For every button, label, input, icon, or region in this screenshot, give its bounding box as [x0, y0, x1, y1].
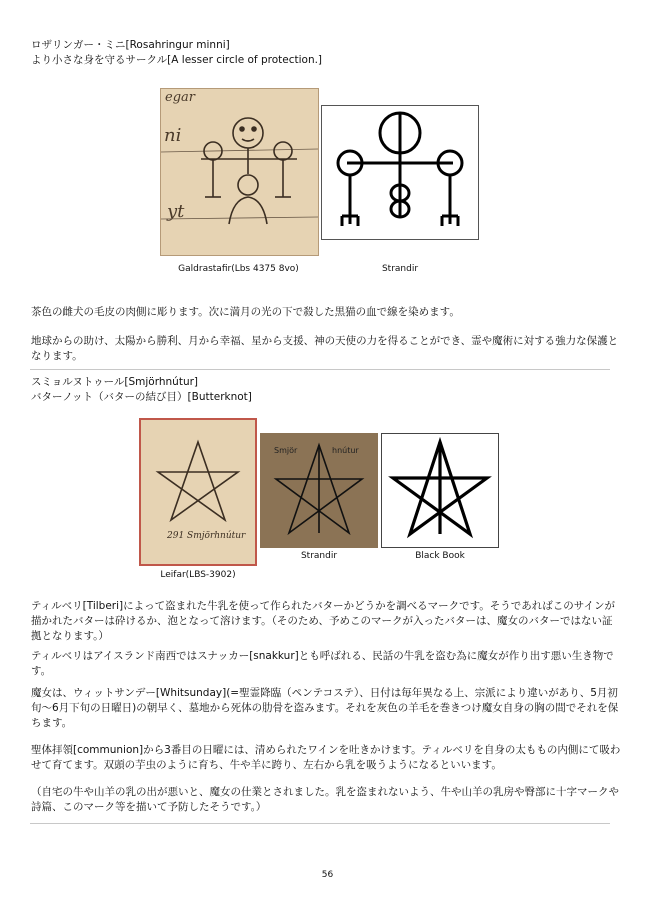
butterknot-manuscript-sigil: [141, 420, 255, 564]
section2-title-1: スミョルヌトゥール[Smjörhnútur]: [31, 376, 199, 388]
section2-paragraph-1: ティルベリ[Tilberi]によって盗まれた牛乳を使って作られたバターかどうかを調べるマークです。そうであればこのサインが描かれたバターは砕けるか、泡となって溶けます。（そのため、予めこのマークが入ったバターは、魔女のバターではない証拠となります。）: [31, 600, 616, 642]
rosahringur-manuscript-sigil: [161, 89, 318, 255]
section2-paragraph-4: 聖体拝領[communion]から3番目の日曜には、清められたワインを吐きかけます。ティルベリを自身の太ももの内側にて吸わせて育てます。双頭の芋虫のように育ち、牛や羊に跨り、左右から乳を吸うようになるといいます。: [31, 744, 621, 771]
section2-paragraph-3: 魔女は、ウィットサンデー[Whitsunday](=聖霊降臨（ペンテコステ）、日付は毎年異なる上、宗派により違いがあり、5月初旬〜6月下旬の日曜日)の朝早く、墓地から死体の肋骨を盗みます。それを灰色の羊毛を巻きつけ魔女自身の胸の間でそれを保ちます。: [31, 687, 619, 729]
manuscript-image-leifar: [139, 418, 257, 566]
section-divider-2: [30, 823, 610, 824]
caption-strandir-2: Strandir: [300, 551, 338, 561]
scrawl-left: ni: [164, 125, 182, 146]
blackbook-image-butterknot: [381, 433, 499, 548]
page-number: 56: [321, 870, 334, 880]
butterknot-blackbook-sigil: [382, 434, 498, 547]
strandir-image-rosahringur: [321, 105, 479, 240]
butterknot-strandir-sigil: [260, 433, 378, 548]
scrawl-top: egar: [165, 90, 195, 105]
caption-leifar: Leifar(LBS-3902): [160, 570, 236, 580]
scrawl-bottom: yt: [167, 201, 185, 222]
brown-label-hnutur: hnútur: [332, 446, 359, 455]
caption-strandir-1: Strandir: [381, 264, 419, 274]
caption-galdrastafir: Galdrastafir(Lbs 4375 8vo): [178, 264, 299, 274]
caption-blackbook: Black Book: [415, 551, 465, 561]
section1-paragraph-1: 茶色の雌犬の毛皮の肉側に彫ります。次に満月の光の下で殺した黒猫の血で線を染めます。: [31, 306, 460, 318]
brown-label-smjor: Smjör: [274, 446, 298, 455]
section1-title-2: より小さな身を守るサークル[A lesser circle of protection.]: [31, 54, 323, 66]
section2-title-2: バターノット（バターの結び目）[Butterknot]: [31, 391, 252, 403]
section1-paragraph-2: 地球からの助け、太陽から勝利、月から幸福、星から支援、神の天使の力を得ることができ、霊や魔術に対する強力な保護となります。: [31, 335, 619, 362]
section2-paragraph-5: （自宅の牛や山羊の乳の出が悪いと、魔女の仕業とされました。乳を盗まれないよう、牛や山羊の乳房や臀部に十字マークや詩篇、このマーク等を描いて予防したそうです。）: [31, 786, 619, 813]
section1-title-1: ロザリンガー・ミニ[Rosahringur minni]: [31, 39, 230, 51]
section-divider-1: [30, 369, 610, 370]
rosahringur-strandir-sigil: [322, 106, 478, 239]
strandir-image-butterknot: [260, 433, 378, 548]
manuscript-image-galdrastafir: [160, 88, 319, 256]
section2-paragraph-2: ティルベリはアイスランド南西ではスナッカー[snakkur]とも呼ばれる、民話の牛乳を盗む為に魔女が作り出す悪い生き物です。: [31, 650, 614, 677]
manuscript-caption-291: 291 Smjörhnútur: [167, 531, 246, 541]
